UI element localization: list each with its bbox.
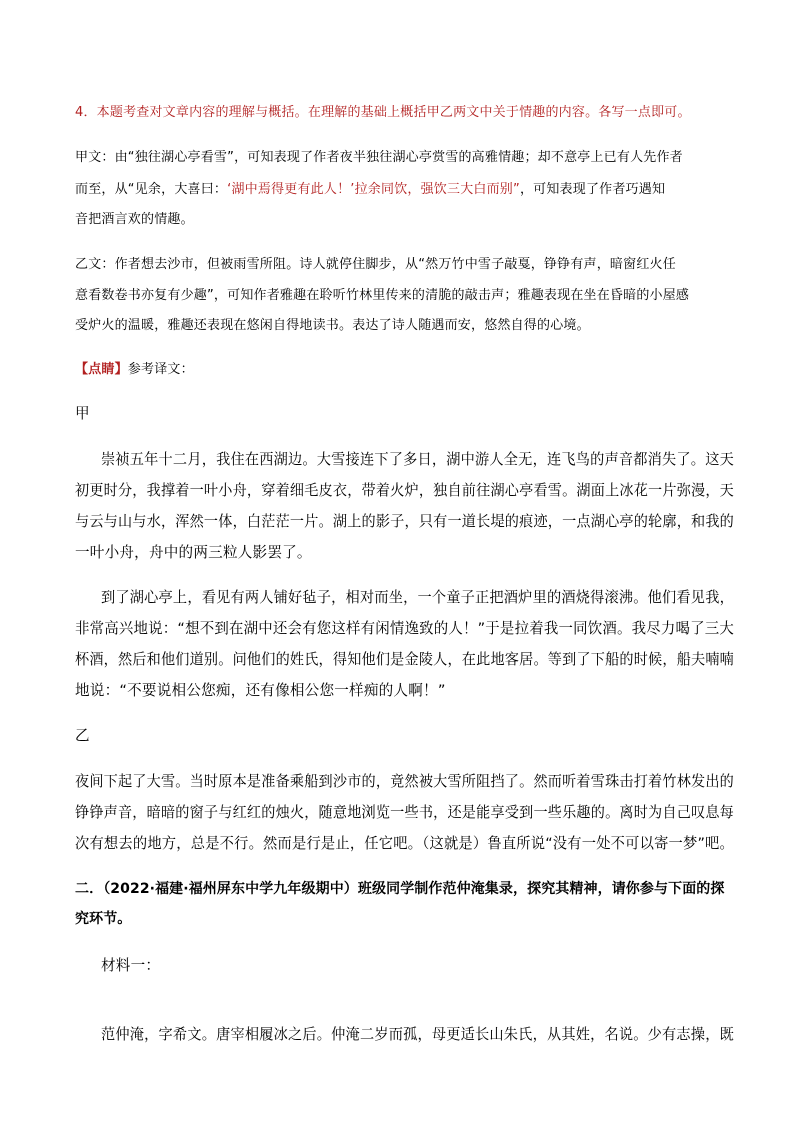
yi-answer-line-3: 受炉火的温暖，雅趣还表现在悠闲自得地读书。表达了诗人随遇而安，悠然自得的心境。 <box>75 318 590 333</box>
question-2-line-1: 二．（2022·福建·福州屏东中学九年级期中）班级同学制作范仲淹集录，探究其精神，请你参与下面的探 <box>75 881 725 897</box>
jia-translation-p2-line-3: 杯酒，然后和他们道别。问他们的姓氏，得知他们是金陵人，在此地客居。等到了下船的时候，船夫喃喃 <box>75 651 735 668</box>
yi-translation-line-1: 夜间下起了大雪。当时原本是准备乘船到沙市的，竟然被大雪所阻挡了。然而听着雪珠击打着竹林发出的 <box>75 773 735 790</box>
jia-translation-p2-line-4: 地说：“不要说相公您痴，还有像相公您一样痴的人啊！” <box>75 682 446 699</box>
question-2-line-2: 究环节。 <box>75 911 132 927</box>
jia-translation-p1-line-2: 初更时分，我撑着一叶小舟，穿着细毛皮衣，带着火炉，独自前往湖心亭看雪。湖面上冰花一片弥漫，天 <box>75 482 735 499</box>
jia-translation-p1-line-4: 一叶小舟，舟中的两三粒人影罢了。 <box>75 544 312 561</box>
jia-answer-line-2 <box>75 180 665 200</box>
yi-heading: 乙 <box>75 727 90 744</box>
dianjing-tag: 【点睛】 <box>75 362 128 377</box>
jia-answer-line-2-a: 而至，从“见余，大喜曰： <box>75 182 228 197</box>
yi-translation-line-2: 铮铮声音，暗暗的窗子与红红的烛火，随意地浏览一些书，还是能享受到一些乐趣的。离时为自己叹息每 <box>75 804 735 821</box>
jia-translation-p1-line-1: 崇祯五年十二月，我住在西湖边。大雪接连下了多日，湖中游人全无，连飞鸟的声音都消失了。这天 <box>101 451 734 468</box>
jia-answer-line-1: 甲文：由“独往湖心亭看雪”，可知表现了作者夜半独往湖心亭赏雪的高雅情趣；却不意亭上已有人先作者 <box>75 150 683 165</box>
answer-4 <box>75 103 691 123</box>
jia-answer-quote: ‘湖中焉得更有此人！’拉余同饮，强饮三大白而别” <box>227 182 520 197</box>
yi-answer-line-2: 意看数卷书亦复有少趣”，可知作者雅趣在聆听竹林里传来的清脆的敲击声；雅趣表现在坐在昏暗的小屋感 <box>75 288 690 303</box>
jia-answer-line-3: 音把酒言欢的情趣。 <box>75 212 194 227</box>
dianjing <box>75 360 194 380</box>
material-1-line-1: 范仲淹，字希文。唐宰相履冰之后。仲淹二岁而孤，母更适长山朱氏，从其姓，名说。少有志操，既 <box>101 1026 734 1043</box>
answer-4-number: 4． <box>75 105 97 120</box>
jia-translation-p1-line-3: 与云与山与水，浑然一体，白茫茫一片。湖上的影子，只有一道长堤的痕迹，一点湖心亭的轮廓，和我的 <box>75 513 735 530</box>
jia-translation-p2-line-2: 非常高兴地说：“想不到在湖中还会有您这样有闲情逸致的人！”于是拉着我一同饮酒。我尽力喝了三大 <box>75 620 734 637</box>
jia-answer-line-2-b: ，可知表现了作者巧遇知 <box>519 182 666 197</box>
jia-heading: 甲 <box>75 405 90 422</box>
yi-answer-line-1: 乙文：作者想去沙市，但被雨雪所阻。诗人就停住脚步，从“然万竹中雪子敲戛，铮铮有声，暗窗红火任 <box>75 257 676 272</box>
yi-translation-line-3: 次有想去的地方，总是不行。然而是行是止，任它吧。（这就是）鲁直所说“没有一处不可以寄一梦”吧。 <box>75 835 734 852</box>
material-1-label: 材料一： <box>101 957 161 974</box>
dianjing-text: 参考译文： <box>127 362 194 377</box>
answer-4-text: 本题考查对文章内容的理解与概括。在理解的基础上概括甲乙两文中关于情趣的内容。各写一点即可。 <box>96 105 691 120</box>
jia-translation-p2-line-1: 到了湖心亭上，看见有两人铺好毡子，相对而坐，一个童子正把酒炉里的酒烧得滚沸。他们看见我， <box>101 589 734 606</box>
